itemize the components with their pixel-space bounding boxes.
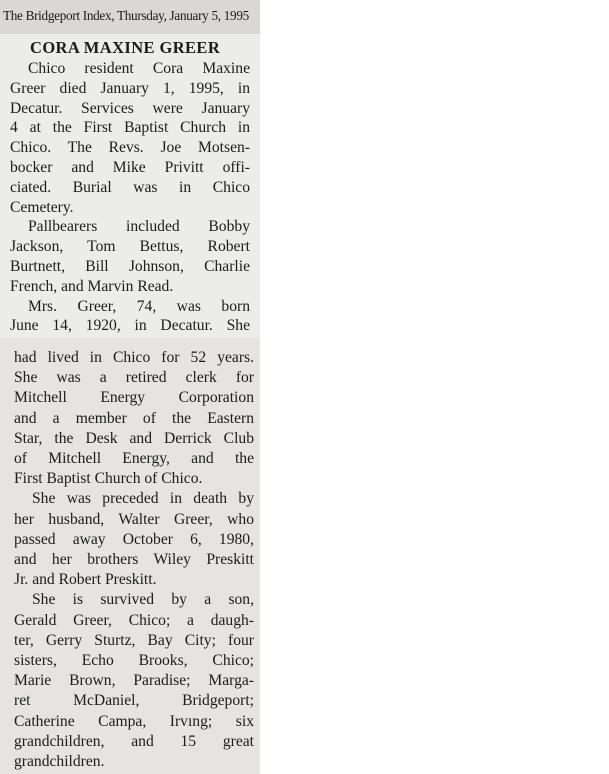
text-line: had lived in Chico for 52 years. [14,349,254,366]
obituary-paragraph [10,59,250,217]
text-line: bocker and Mike Privitt offi- [10,158,250,176]
text-line: Burtnett, Bill Johnson, Charlie [10,257,250,275]
text-line: Jr. and Robert Preskitt. [14,571,157,589]
obituary-paragraph [10,217,250,296]
text-line: sisters, Echo Brooks, Chico; [14,652,254,670]
text-line: Jackson, Tom Bettus, Robert [10,238,250,256]
text-line: passed away October 6, 1980, [14,530,254,548]
text-line: Chico resident Cora Maxine [28,60,250,77]
obituary-paragraph [14,590,254,772]
text-line: ciated. Burial was in Chico [10,178,250,196]
text-line: Decatur. Services were January [10,99,250,117]
obituary-column-top [10,59,250,336]
text-line: ret McDaniel, Bridgeport; [14,692,254,710]
obituary-column-bottom [14,348,254,772]
text-line: Marie Brown, Paradise; Marga- [14,672,254,690]
text-line: Pallbearers included Bobby [28,218,250,236]
text-line: grandchildren. [14,753,105,771]
text-line: Mrs. Greer, 74, was born [28,297,250,315]
text-line: French, and Marvin Read. [10,277,174,295]
text-line: Mitchell Energy Corporation [14,389,254,407]
obituary-paragraph [14,348,254,489]
text-line: Gerald Greer, Chico; a daugh- [14,611,254,629]
text-line: 4 at the First Baptist Church in [10,119,250,137]
text-line: June 14, 1920, in Decatur. She [10,317,250,335]
text-line: of Mitchell Energy, and the [14,450,254,468]
text-line: ter, Gerry Sturtz, Bay City; four [14,631,254,649]
obituary-paragraph [10,297,250,337]
text-line: She was a retired clerk for [14,369,254,387]
newspaper-clipping [0,0,260,774]
text-line: Cemetery. [10,198,74,216]
masthead-dateline: The Bridgeport Index, Thursday, January 5, 1995 [3,8,249,23]
obituary-title: CORA MAXINE GREER [30,38,221,57]
text-line: grandchildren, and 15 great [14,732,254,750]
text-line: Star, the Desk and Derrick Club [14,429,254,447]
text-line: and her brothers Wiley Preskitt [14,551,254,569]
text-line: She was preceded in death by [32,490,254,508]
text-line: Greer died January 1, 1995, in [10,79,250,97]
text-line: Chico. The Revs. Joe Motsen- [10,139,250,157]
text-line: and a member of the Eastern [14,409,254,427]
obituary-paragraph [14,489,254,590]
text-line: First Baptist Church of Chico. [14,470,203,488]
masthead-band [0,0,260,34]
text-line: She is survived by a son, [32,591,254,609]
text-line: her husband, Walter Greer, who [14,510,254,528]
text-line: Catherine Campa, Irvıng; six [14,712,254,730]
